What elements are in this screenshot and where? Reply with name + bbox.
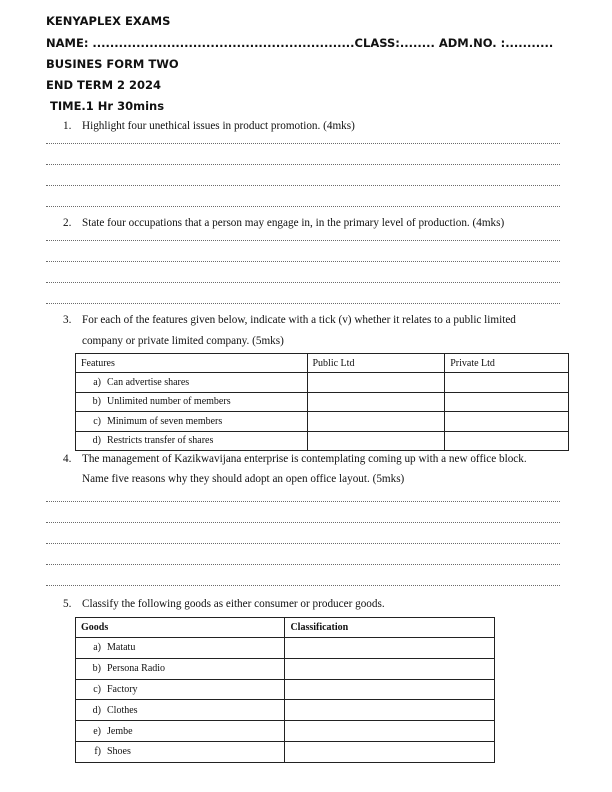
school-title: KENYAPLEX EXAMS [46,14,171,28]
goods-cell [76,679,285,700]
question-5-number: 5. [63,598,72,610]
private-ltd-tick-cell[interactable] [445,392,569,412]
item-letter: a) [93,642,101,654]
time-line: TIME.1 Hr 30mins [50,99,165,113]
question-4-text-line1: The management of Kazikwavijana enterprise is contemplating coming up with a new office block. [82,453,527,465]
column-header-classification: Classification [285,618,495,638]
private-ltd-tick-cell[interactable] [445,373,569,393]
table-row [76,638,495,659]
answer-line[interactable] [46,185,560,186]
answer-line[interactable] [46,240,560,241]
feature-label: Can advertise shares [107,376,190,388]
goods-cell [76,638,285,659]
answer-line[interactable] [46,143,560,144]
table-row [76,700,495,721]
goods-label: Clothes [107,704,138,716]
answer-line[interactable] [46,501,560,502]
feature-cell [76,412,308,432]
goods-table [75,617,495,763]
item-letter: d) [92,435,101,447]
feature-label: Minimum of seven members [107,415,223,427]
public-ltd-tick-cell[interactable] [307,431,445,451]
private-ltd-tick-cell[interactable] [445,431,569,451]
column-header-features: Features [76,354,308,373]
table-row [76,412,569,432]
table-row [76,679,495,700]
answer-line[interactable] [46,282,560,283]
answer-line[interactable] [46,522,560,523]
feature-cell [76,431,308,451]
question-5-text: Classify the following goods as either consumer or producer goods. [82,598,385,610]
name-line: NAME: ............................................................CLASS:........ ADM.NO. :........... [46,36,554,50]
question-1-number: 1. [63,120,72,132]
column-header-public-ltd: Public Ltd [307,354,445,373]
feature-cell [76,392,308,412]
column-header-private-ltd: Private Ltd [445,354,569,373]
question-3-number: 3. [63,314,72,326]
answer-line[interactable] [46,564,560,565]
item-letter: c) [93,415,101,427]
question-4-number: 4. [63,453,72,465]
answer-line[interactable] [46,585,560,586]
item-letter: b) [92,663,101,675]
classification-cell[interactable] [285,700,495,721]
classification-cell[interactable] [285,679,495,700]
table-row [76,431,569,451]
table-row [76,741,495,762]
table-header-row [76,618,495,638]
question-3-text-line1: For each of the features given below, indicate with a tick (v) whether it relates to a public limited [82,314,516,326]
term-line: END TERM 2 2024 [46,78,162,92]
classification-cell[interactable] [285,741,495,762]
item-letter: c) [93,683,101,695]
question-1-text: Highlight four unethical issues in product promotion. (4mks) [82,120,355,132]
table-row [76,373,569,393]
table-row [76,392,569,412]
goods-cell [76,658,285,679]
classification-cell[interactable] [285,721,495,742]
classification-cell[interactable] [285,658,495,679]
goods-cell [76,700,285,721]
classification-cell[interactable] [285,638,495,659]
column-header-goods: Goods [76,618,285,638]
subject-line: BUSINES FORM TWO [46,57,179,71]
answer-line[interactable] [46,164,560,165]
public-ltd-tick-cell[interactable] [307,412,445,432]
item-letter: a) [93,376,101,388]
public-ltd-tick-cell[interactable] [307,392,445,412]
goods-label: Jembe [107,725,133,737]
item-letter: d) [92,704,101,716]
answer-line[interactable] [46,543,560,544]
question-3-text-line2: company or private limited company. (5mks) [82,335,284,347]
goods-label: Matatu [107,642,136,654]
item-letter: e) [93,725,101,737]
question-2-text: State four occupations that a person may engage in, in the primary level of production. (4mks) [82,217,505,229]
question-4-text-line2: Name five reasons why they should adopt an open office layout. (5mks) [82,473,405,485]
public-ltd-tick-cell[interactable] [307,373,445,393]
goods-label: Persona Radio [107,663,166,675]
item-letter: b) [92,396,101,408]
features-table [75,353,569,451]
answer-line[interactable] [46,303,560,304]
answer-line[interactable] [46,261,560,262]
goods-label: Factory [107,683,138,695]
feature-label: Restricts transfer of shares [107,435,214,447]
table-row [76,658,495,679]
goods-label: Shoes [107,746,131,758]
question-2-number: 2. [63,217,72,229]
table-row [76,721,495,742]
goods-cell [76,741,285,762]
feature-cell [76,373,308,393]
answer-line[interactable] [46,206,560,207]
feature-label: Unlimited number of members [107,396,231,408]
item-letter: f) [94,746,101,758]
goods-cell [76,721,285,742]
private-ltd-tick-cell[interactable] [445,412,569,432]
table-header-row [76,354,569,373]
